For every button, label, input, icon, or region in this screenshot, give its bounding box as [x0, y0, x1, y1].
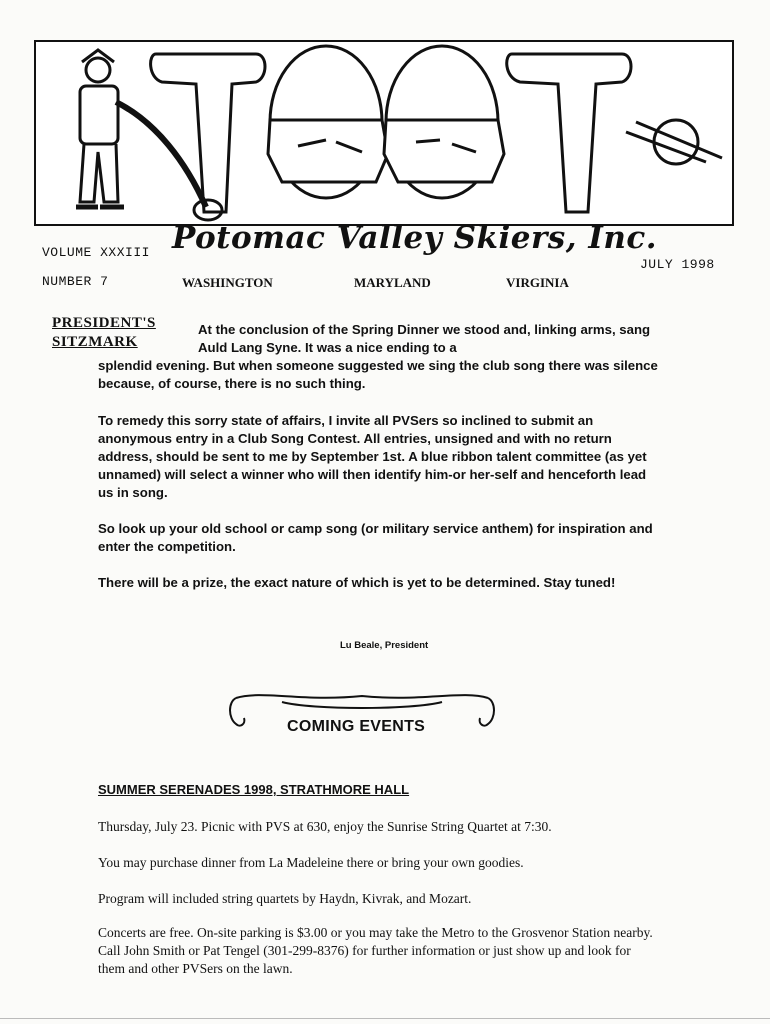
signature: Lu Beale, President	[340, 640, 429, 651]
club-name: Potomac Valley Skiers, Inc.	[172, 220, 658, 256]
state-washington: WASHINGTON	[182, 275, 273, 290]
event-line: Concerts are free. On-site parking is $3.00 or you may take the Metro to the Grosvenor Station nearby. Call John Smith or Pat Tengel (301-299-8376) for further information or just show up and look for them and other PVSers on the lawn.	[98, 925, 653, 976]
masthead-logo	[34, 40, 734, 226]
column-intro-continued: splendid evening. But when someone suggested we sing the club song there was silence because, of course, there is no such thing.	[98, 358, 658, 391]
event-line: You may purchase dinner from La Madeleine there or bring your own goodies.	[98, 855, 524, 870]
issue-number: NUMBER 7	[42, 274, 109, 289]
letter-t-right-icon	[507, 54, 631, 212]
volume-label: VOLUME XXXIII	[42, 245, 150, 260]
event-title: SUMMER SERENADES 1998, STRATHMORE HALL	[98, 782, 410, 797]
coming-events-banner: COMING EVENTS	[287, 718, 426, 735]
state-maryland: MARYLAND	[354, 275, 431, 290]
event-line: Thursday, July 23. Picnic with PVS at 630, enjoy the Sunrise String Quartet at 7:30.	[98, 819, 552, 834]
state-virginia: VIRGINIA	[506, 275, 569, 290]
column-heading: PRESIDENT'S	[52, 315, 156, 331]
letter-t-left-icon	[151, 54, 265, 212]
issue-date: JULY 1998	[640, 257, 715, 272]
toot-logo-icon	[36, 42, 734, 226]
column-intro: At the conclusion of the Spring Dinner we stood and, linking arms, sang Auld Lang Syne. It was a nice ending to a	[198, 322, 651, 355]
skier-body-icon	[80, 86, 118, 144]
column-paragraph: So look up your old school or camp song (or military service anthem) for inspiration and enter the competition.	[98, 521, 653, 554]
column-paragraph: To remedy this sorry state of affairs, I invite all PVSers so inclined to submit an anonymous entry in a Club Song Contest. All entries, unsigned and with no return address, should be sent to me by September 1st. A blue ribbon talent committee (as yet unnamed) will select a winner who will then identify him-or her-self and henceforth lead us in song.	[98, 413, 647, 500]
alphorn-icon	[116, 102, 206, 207]
column-heading-sub: SITZMARK	[52, 334, 138, 350]
skier-head-icon	[86, 58, 110, 82]
event-line: Program will included string quartets by Haydn, Kivrak, and Mozart.	[98, 891, 472, 906]
page-edge	[0, 1018, 770, 1019]
column-paragraph: There will be a prize, the exact nature of which is yet to be determined. Stay tuned!	[98, 575, 616, 590]
